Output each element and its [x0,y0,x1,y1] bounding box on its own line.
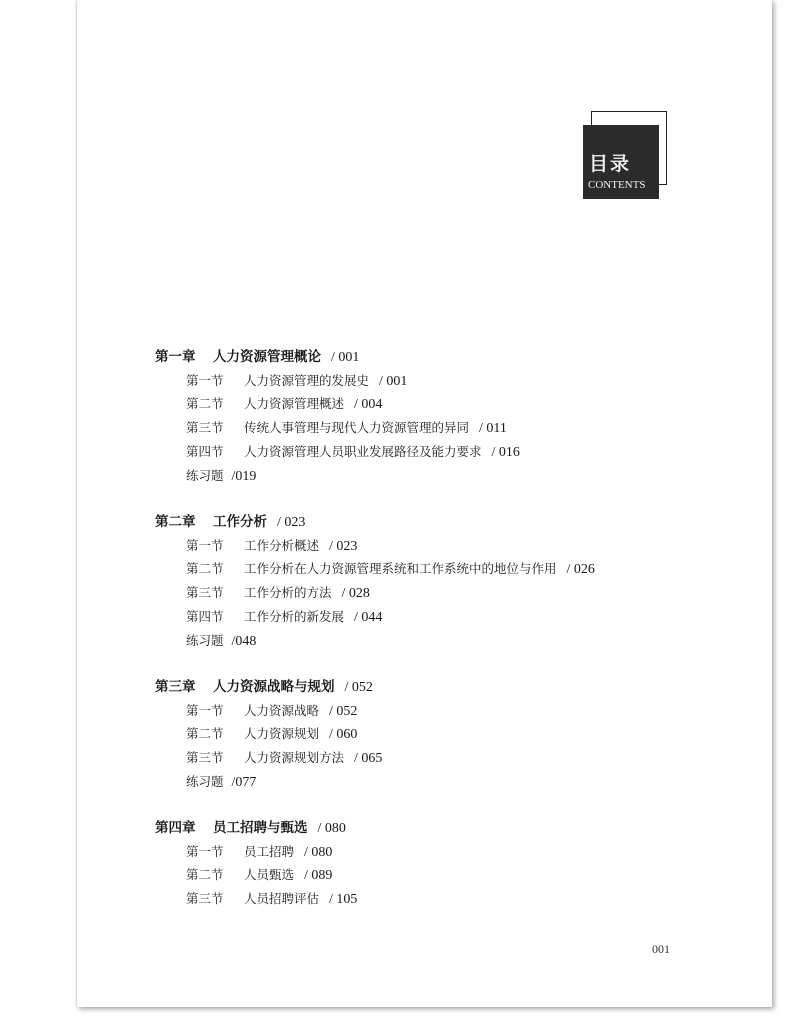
section-page: / 105 [329,892,358,907]
chapter-title: 工作分析 [213,514,267,530]
chapter-title: 员工招聘与甄选 [213,820,308,836]
section-number: 第三节 [186,420,224,435]
toc-section[interactable] [186,609,382,626]
section-title: 工作分析的方法 [244,585,332,600]
contents-badge [583,125,659,199]
section-title: 人力资源规划 [244,726,320,741]
section-page: /048 [231,634,257,649]
section-number: 练习题 [186,774,224,789]
toc-section[interactable] [186,396,382,413]
section-number: 第一节 [186,844,224,859]
chapter-page: / 052 [344,680,373,695]
section-page: /077 [231,775,257,790]
section-number: 第四节 [186,609,224,624]
chapter-number: 第四章 [155,820,196,836]
section-number: 第三节 [186,750,224,765]
section-title: 人力资源管理概述 [244,396,345,411]
toc-section[interactable] [186,373,407,390]
book-page [77,0,772,1007]
section-number: 第一节 [186,703,224,718]
toc-section[interactable] [186,468,256,485]
section-title: 人力资源管理的发展史 [244,373,370,388]
toc-chapter[interactable] [155,679,373,696]
section-page: / 023 [329,539,358,554]
section-number: 第三节 [186,891,224,906]
chapter-number: 第二章 [155,514,196,530]
toc-chapter[interactable] [155,820,346,837]
chapter-number: 第三章 [155,679,196,695]
section-number: 第二节 [186,867,224,882]
section-number: 第四节 [186,444,224,459]
section-page: / 089 [304,868,333,883]
section-title: 人员招聘评估 [244,891,320,906]
section-number: 练习题 [186,633,224,648]
chapter-page: / 080 [317,821,346,836]
section-number: 第二节 [186,561,224,576]
chapter-page: / 023 [277,515,306,530]
section-page: / 028 [341,586,370,601]
section-page: / 065 [354,751,383,766]
section-number: 第一节 [186,538,224,553]
section-number: 第二节 [186,396,224,411]
toc-section[interactable] [186,844,332,861]
section-number: 第二节 [186,726,224,741]
section-title: 人员甄选 [244,867,295,882]
section-title: 工作分析在人力资源管理系统和工作系统中的地位与作用 [244,561,557,576]
section-number: 第三节 [186,585,224,600]
section-page: / 016 [491,445,520,460]
toc-section[interactable] [186,561,595,578]
section-page: / 001 [379,374,408,389]
toc-section[interactable] [186,774,256,791]
section-title: 人力资源战略 [244,703,320,718]
section-page: / 004 [354,397,383,412]
section-title: 人力资源规划方法 [244,750,345,765]
page-number: 001 [652,942,670,956]
toc-section[interactable] [186,867,332,884]
chapter-page: / 001 [331,350,360,365]
section-page: / 026 [566,562,595,577]
section-page: /019 [231,469,257,484]
chapter-number: 第一章 [155,349,196,365]
section-page: / 044 [354,610,383,625]
section-page: / 080 [304,845,333,860]
section-title: 工作分析的新发展 [244,609,345,624]
section-number: 第一节 [186,373,224,388]
section-title: 员工招聘 [244,844,295,859]
toc-section[interactable] [186,726,357,743]
toc-section[interactable] [186,420,507,437]
section-page: / 011 [479,421,507,436]
section-page: / 052 [329,704,358,719]
chapter-title: 人力资源管理概论 [213,349,321,365]
toc-section[interactable] [186,538,357,555]
contents-title-cn: 目录 [589,153,632,175]
toc-section[interactable] [186,703,357,720]
toc-chapter[interactable] [155,514,305,531]
section-title: 传统人事管理与现代人力资源管理的异同 [244,420,470,435]
section-page: / 060 [329,727,358,742]
toc-section[interactable] [186,444,520,461]
section-number: 练习题 [186,468,224,483]
section-title: 工作分析概述 [244,538,320,553]
toc-section[interactable] [186,891,357,908]
toc-section[interactable] [186,633,256,650]
toc-section[interactable] [186,585,370,602]
contents-title-en: CONTENTS [588,179,646,191]
section-title: 人力资源管理人员职业发展路径及能力要求 [244,444,482,459]
toc-section[interactable] [186,750,382,767]
toc-chapter[interactable] [155,349,359,366]
chapter-title: 人力资源战略与规划 [213,679,335,695]
